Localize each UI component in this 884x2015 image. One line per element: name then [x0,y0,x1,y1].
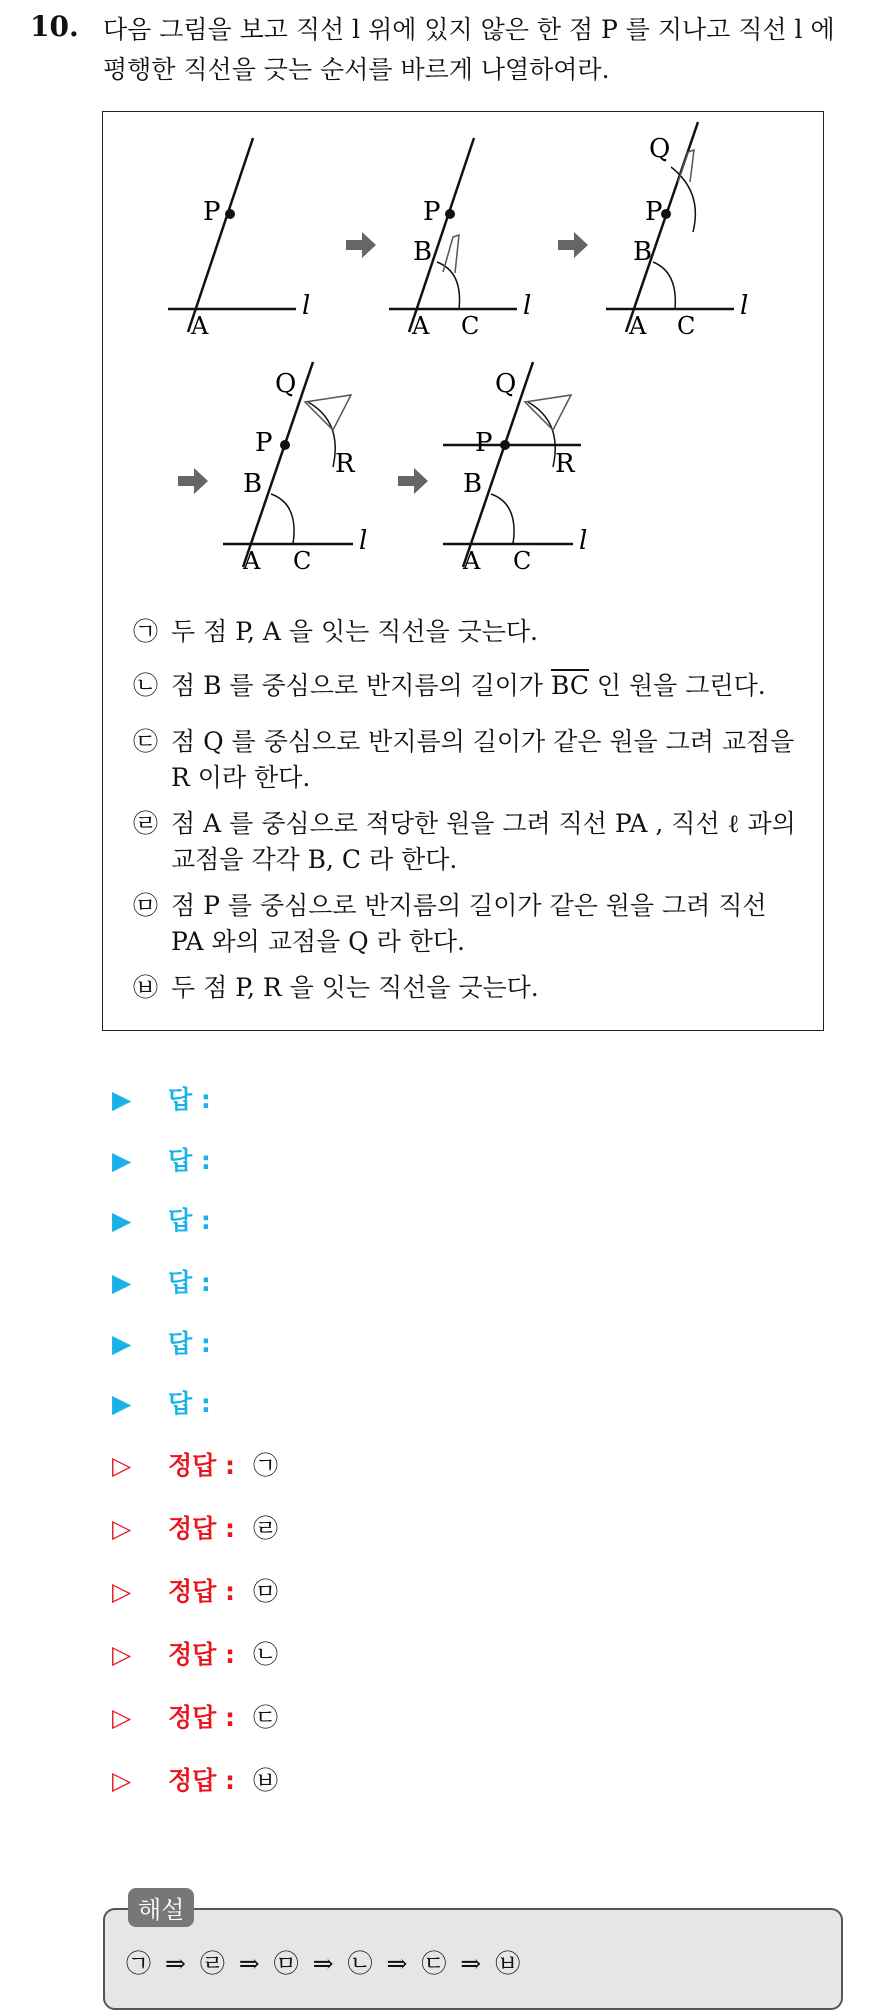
panel-1 [168,138,310,340]
step-text [171,668,801,704]
correct-value: ㉥ [253,1766,279,1795]
correct-label: 정답 : [168,1766,236,1795]
arrow-1 [346,232,376,258]
correct-answer-row [112,1509,278,1545]
answer-row[interactable] [112,1201,211,1237]
label-C: C [677,312,696,340]
arrow-4 [398,468,428,494]
answer-arrow-icon: ▶ [112,1146,132,1175]
label-C: C [461,312,480,340]
label-l: l [523,291,532,321]
correct-value: ㉡ [253,1640,279,1669]
correct-label: 정답 : [168,1703,236,1732]
step-3 [133,724,813,796]
label-l: l [359,526,368,556]
answer-row[interactable] [112,1384,211,1420]
label-B: B [243,469,263,499]
answer-row[interactable] [112,1080,211,1116]
label-P: P [203,197,221,227]
step-mark: ㉣ [133,809,159,838]
label-l: l [302,291,311,321]
label-P: P [255,428,273,458]
correct-answer-row [112,1635,278,1671]
answer-arrow-icon: ▶ [112,1206,132,1235]
correct-label: 정답 : [168,1577,236,1606]
answer-row[interactable] [112,1263,211,1299]
label-B: B [463,469,483,499]
step-4 [133,806,813,878]
label-A: A [243,547,261,575]
step-mark: ㉥ [133,973,159,1002]
label-P: P [645,197,663,227]
correct-arrow-icon: ▷ [112,1451,132,1480]
correct-value: ㉣ [253,1514,279,1543]
figure-box [102,111,824,1031]
answer-label: 답 : [168,1329,211,1358]
correct-arrow-icon: ▷ [112,1766,132,1795]
correct-label: 정답 : [168,1514,236,1543]
step-6 [133,970,813,1006]
label-A: A [629,312,647,340]
label-Q: Q [275,369,297,399]
label-C: C [513,547,532,575]
label-R: R [335,449,355,479]
answer-arrow-icon: ▶ [112,1329,132,1358]
correct-arrow-icon: ▷ [112,1514,132,1543]
correct-value: ㉤ [253,1577,279,1606]
step-mark: ㉤ [133,891,159,920]
arrow-2 [558,232,588,258]
correct-answer-row [112,1446,278,1482]
step-mark: ㉡ [133,671,159,700]
panel-5 [398,362,587,575]
step-text: 두 점 P, R 을 잇는 직선을 긋는다. [171,973,539,1002]
panel-3 [606,122,748,340]
step-text: 점 Q 를 중심으로 반지름의 길이가 같은 원을 그려 교점을 R 이라 한다. [171,727,795,792]
panel-4 [178,362,367,575]
label-B: B [413,237,433,267]
correct-arrow-icon: ▷ [112,1703,132,1732]
correct-answer-row [112,1761,278,1797]
step-text-before: 점 B 를 중심으로 반지름의 길이가 [171,671,552,700]
step-text: 두 점 P, A 을 잇는 직선을 긋는다. [171,617,538,646]
answer-arrow-icon: ▶ [112,1085,132,1114]
step-text: 점 P 를 중심으로 반지름의 길이가 같은 원을 그려 직선 PA 와의 교점을 Q 라 한다. [171,891,767,956]
correct-label: 정답 : [168,1451,236,1480]
answer-label: 답 : [168,1146,211,1175]
panel-2 [389,138,531,340]
answer-label: 답 : [168,1206,211,1235]
label-Q: Q [495,369,517,399]
label-B: B [633,237,653,267]
correct-arrow-icon: ▷ [112,1640,132,1669]
segment-BC: $\overline{BC}$ [551,671,589,700]
step-mark: ㉠ [133,617,159,646]
answer-label: 답 : [168,1268,211,1297]
step-1 [133,614,813,650]
step-2 [133,668,813,704]
answer-label: 답 : [168,1085,211,1114]
label-P: P [423,197,441,227]
step-text: 점 A 를 중심으로 적당한 원을 그려 직선 PA , 직선 ℓ 과의 교점을 각각 B, C 라 한다. [171,809,796,874]
correct-label: 정답 : [168,1640,236,1669]
label-P: P [475,428,493,458]
label-l: l [579,526,588,556]
correct-answer-row [112,1698,278,1734]
answer-label: 답 : [168,1389,211,1418]
label-Q: Q [649,134,671,164]
step-5 [133,888,813,960]
answer-arrow-icon: ▶ [112,1389,132,1418]
answer-row[interactable] [112,1324,211,1360]
label-C: C [293,547,312,575]
label-A: A [412,312,430,340]
arrow-3 [178,468,208,494]
answer-arrow-icon: ▶ [112,1268,132,1297]
label-A: A [463,547,481,575]
correct-arrow-icon: ▷ [112,1577,132,1606]
correct-value: ㉢ [253,1703,279,1732]
correct-answer-row [112,1572,278,1608]
correct-value: ㉠ [253,1451,279,1480]
step-mark: ㉢ [133,727,159,756]
solution-text: ㉠ ⇒ ㉣ ⇒ ㉤ ⇒ ㉡ ⇒ ㉢ ⇒ ㉥ [126,1949,521,1978]
label-R: R [555,449,575,479]
answer-row[interactable] [112,1141,211,1177]
solution-tag: 해설 [128,1888,194,1927]
label-l: l [740,291,749,321]
step-text-after: 인 원을 그린다. [588,671,766,700]
question-number: 10. [30,10,79,43]
question-text: 다음 그림을 보고 직선 l 위에 있지 않은 한 점 P 를 지나고 직선 l 에 평행한 직선을 긋는 순서를 바르게 나열하여라. [103,15,835,84]
label-A: A [191,312,209,340]
